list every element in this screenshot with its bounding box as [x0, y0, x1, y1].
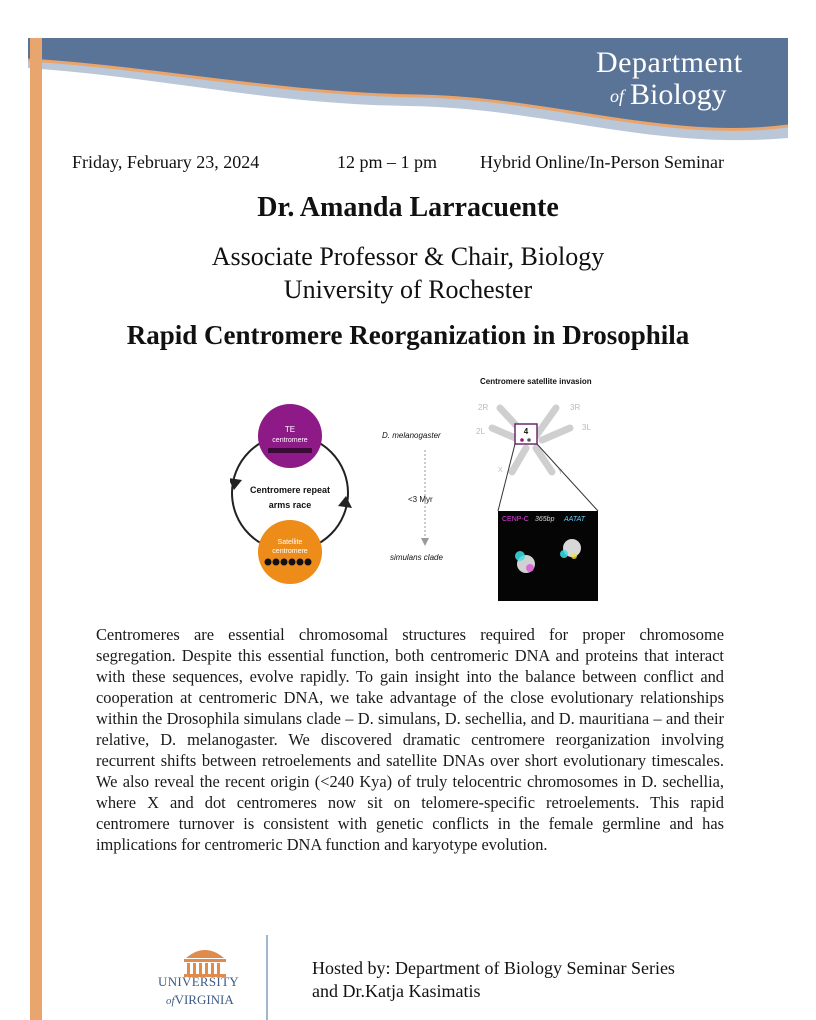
timescale-label: <3 Myr [408, 495, 433, 504]
cycle-arrow-right [338, 496, 352, 508]
sat-label-line2: centromere [272, 548, 308, 555]
cycle-label-line1: Centromere repeat [249, 485, 331, 495]
left-accent-bar [30, 38, 42, 1020]
signal-blob-1-magenta [526, 564, 534, 572]
signal-blob-2-yellow [571, 553, 577, 559]
speaker-name: Dr. Amanda Larracuente [257, 192, 559, 223]
hosted-by-line2: and Dr.Katja Kasimatis [312, 981, 481, 1001]
event-date: Friday, February 23, 2024 [72, 152, 260, 172]
event-info-row [0, 152, 816, 176]
dept-logo-of: of [610, 86, 625, 106]
timeline-arrow-head [421, 538, 429, 546]
chrom-y-label: Y [558, 469, 563, 476]
legend-aatat: AATAT [564, 516, 585, 523]
arm-2l-label: 2L [476, 427, 485, 436]
te-label-line2: centromere [272, 437, 308, 444]
uva-wordmark-line1: UNIVERSITY [158, 974, 239, 989]
footer-separator [266, 935, 268, 1020]
chrom-4-dot-b [527, 438, 531, 442]
zoom-line-left [498, 444, 515, 511]
speaker-affiliation [0, 240, 816, 306]
arm-2r-label: 2R [478, 403, 489, 412]
te-centromere-circle [258, 404, 322, 468]
hosted-by [312, 957, 792, 1003]
abstract-text: Centromeres are essential chromosomal structures required for proper chromosome segregation. Despite this essential function, both centromeric DNA and proteins that interact with these sequences, evolve rapidly. To gain insight into the balance between conflict and cooperation at centromeric DNA, we take advantage of the close evolutionary relationships within the Drosophila simulans clade – D. simulans, D. sechellia, and D. mauritiana – and their relative, D. melanogaster. We discovered dramatic centromere reorganization involving recurrent shifts between retroelements and satellite DNAs over short evolutionary timescales. We also reveal the recent origin (<240 Kya) of truly telocentric chromosomes in D. sechellia, where X and dot centromeres now sit on telomere-specific retroelements. This rapid centromere turnover is consistent with genetic conflicts in the female germline and has implications for centromeric DNA function and karyotype evolution. [96, 625, 724, 854]
uva-wordmark-of: of [166, 995, 175, 1007]
dept-logo-line2: Biology [630, 78, 727, 111]
talk-title: Rapid Centromere Reorganization in Drosophila [126, 320, 690, 350]
arm-3l-label: 3L [582, 423, 591, 432]
legend-365bp: 365bp [535, 516, 555, 523]
te-repeat-bar [268, 448, 312, 453]
legend-cenpc: CENP-C [502, 516, 529, 523]
species-top-label: D. melanogaster [382, 431, 441, 440]
signal-blob-2-cyan [560, 550, 568, 558]
chrom-4-dot-a [520, 438, 524, 442]
arm-3r-label: 3R [570, 403, 581, 412]
signal-blob-1-cyan [515, 551, 525, 561]
speaker-institution: University of Rochester [283, 275, 533, 304]
speaker-title: Associate Professor & Chair, Biology [211, 242, 605, 271]
event-format: Hybrid Online/In-Person Seminar [480, 152, 724, 172]
dept-logo-line1: Department [596, 46, 743, 79]
chrom-x-label: X [498, 467, 503, 474]
uva-wordmark-virginia: VIRGINIA [174, 992, 234, 1007]
research-figure [230, 368, 640, 608]
invasion-title: Centromere satellite invasion [480, 377, 592, 386]
sat-label-line1: Satellite [277, 539, 303, 546]
uva-wordmark-line2 [166, 992, 234, 1008]
zoom-line-right [537, 444, 598, 511]
hosted-by-line1: Hosted by: Department of Biology Seminar Series [312, 958, 675, 978]
species-bottom-label: simulans clade [390, 553, 443, 562]
event-time: 12 pm – 1 pm [337, 152, 438, 172]
chrom-4-label: 4 [523, 427, 529, 436]
microscopy-panel [498, 511, 598, 601]
cycle-label-line2: arms race [268, 500, 312, 510]
te-label-line1: TE [284, 425, 296, 434]
